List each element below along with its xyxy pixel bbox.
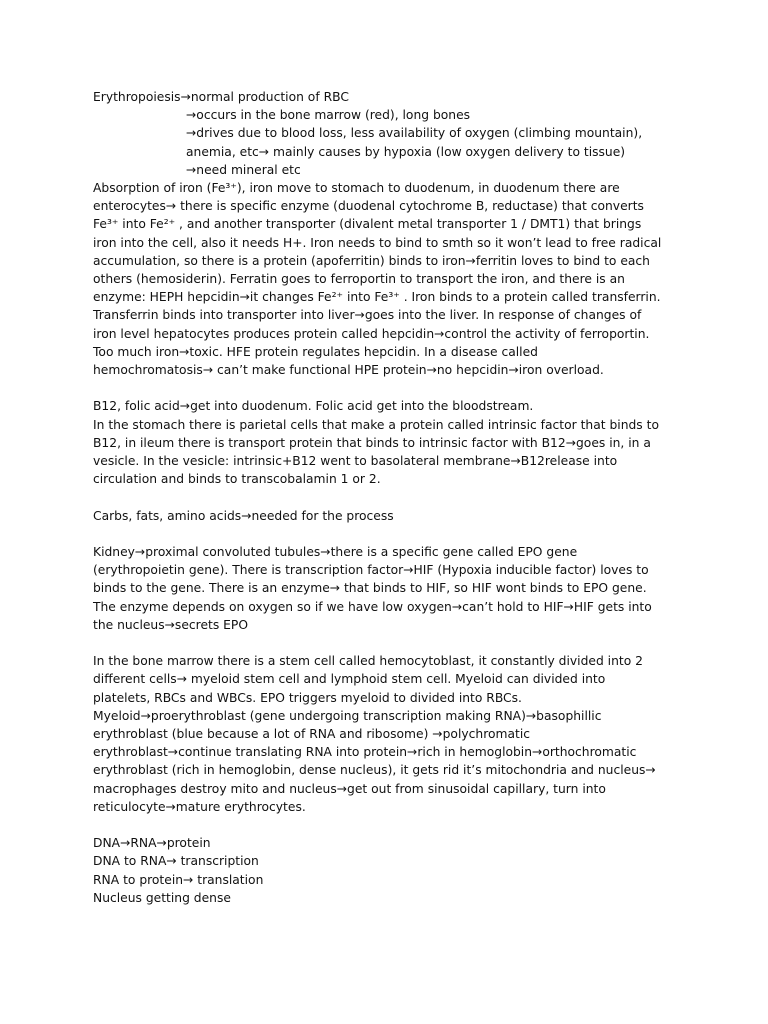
- text-line: In the stomach there is parietal cells that make a protein called intrinsic factor that binds to: [93, 417, 659, 432]
- paragraph-gap: [93, 816, 688, 834]
- text-line: anemia, etc→ mainly causes by hypoxia (low oxygen delivery to tissue): [186, 144, 626, 159]
- text-line: Too much iron→toxic. HFE protein regulates hepcidin. In a disease called: [93, 344, 538, 359]
- text-line: binds to the gene. There is an enzyme→ that binds to HIF, so HIF wont binds to EPO gene.: [93, 581, 647, 596]
- text-line: →need mineral etc: [186, 162, 301, 177]
- text-line: Erythropoiesis→normal production of RBC: [93, 90, 349, 104]
- text-line: Carbs, fats, amino acids→needed for the process: [93, 508, 394, 523]
- text-line: RNA to protein→ translation: [93, 872, 264, 887]
- text-line: different cells→ myeloid stem cell and lymphoid stem cell. Myeloid can divided into: [93, 672, 606, 687]
- text-line: others (hemosiderin). Ferratin goes to ferroportin to transport the iron, and there is an: [93, 272, 625, 287]
- text-line: B12, in ileum there is transport protein that binds to intrinsic factor with B12→goes in, in a: [93, 435, 651, 450]
- text-line: DNA→RNA→protein: [93, 836, 211, 851]
- text-line: iron level hepatocytes produces protein called hepcidin→control the activity of ferroportin.: [93, 326, 650, 341]
- text-line: →drives due to blood loss, less availability of oxygen (climbing mountain),: [186, 126, 643, 141]
- text-line: DNA to RNA→ transcription: [93, 854, 259, 869]
- paragraph-gap: [93, 634, 688, 652]
- text-line: →occurs in the bone marrow (red), long bones: [186, 108, 471, 123]
- text-line: hemochromatosis→ can’t make functional HPE protein→no hepcidin→iron overload.: [93, 363, 604, 378]
- text-line: the nucleus→secrets EPO: [93, 617, 249, 632]
- text-line: macrophages destroy mito and nucleus→get out from sinusoidal capillary, turn into: [93, 781, 606, 796]
- paragraph-gap: [93, 379, 688, 397]
- text-line: Nucleus getting dense: [93, 890, 231, 905]
- text-line: Absorption of iron (Fe³⁺), iron move to stomach to duodenum, in duodenum there are: [93, 181, 620, 196]
- text-line: erythroblast (blue because a lot of RNA and ribosome) →polychromatic: [93, 727, 531, 742]
- text-line: circulation and binds to transcobalamin 1 or 2.: [93, 472, 381, 487]
- text-line: Kidney→proximal convoluted tubules→there is a specific gene called EPO gene: [93, 545, 578, 560]
- text-line: reticulocyte→mature erythrocytes.: [93, 799, 306, 814]
- text-line: enzyme: HEPH hepcidin→it changes Fe²⁺ into Fe³⁺ . Iron binds to a protein called transferrin.: [93, 290, 661, 305]
- text-line: In the bone marrow there is a stem cell called hemocytoblast, it constantly divided into 2: [93, 654, 643, 669]
- text-line: erythroblast→continue translating RNA into protein→rich in hemoglobin→orthochromatic: [93, 745, 637, 760]
- text-line: vesicle. In the vesicle: intrinsic+B12 went to basolateral membrane→B12release into: [93, 454, 618, 469]
- paragraph-gap: [93, 488, 688, 506]
- text-line: Fe³⁺ into Fe²⁺ , and another transporter (divalent metal transporter 1 / DMT1) that brings: [93, 217, 642, 232]
- text-line: enterocytes→ there is specific enzyme (duodenal cytochrome B, reductase) that converts: [93, 199, 644, 214]
- text-line: platelets, RBCs and WBCs. EPO triggers myeloid to divided into RBCs.: [93, 690, 522, 705]
- text-line: B12, folic acid→get into duodenum. Folic acid get into the bloodstream.: [93, 399, 534, 414]
- text-line: iron into the cell, also it needs H+. Iron needs to bind to smth so it won’t lead to free radical: [93, 235, 662, 250]
- text-line: accumulation, so there is a protein (apoferritin) binds to iron→ferritin loves to bind to each: [93, 253, 650, 268]
- paragraph-gap: [93, 525, 688, 543]
- text-line: Transferrin binds into transporter into liver→goes into the liver. In response of changes of: [93, 308, 642, 323]
- text-line: The enzyme depends on oxygen so if we have low oxygen→can’t hold to HIF→HIF gets into: [93, 599, 652, 614]
- text-line: Myeloid→proerythroblast (gene undergoing transcription making RNA)→basophillic: [93, 708, 602, 723]
- text-line: (erythropoietin gene). There is transcription factor→HIF (Hypoxia inducible factor) loves to: [93, 563, 649, 578]
- text-line: erythroblast (rich in hemoglobin, dense nucleus), it gets rid it’s mitochondria and nucleus→: [93, 763, 656, 778]
